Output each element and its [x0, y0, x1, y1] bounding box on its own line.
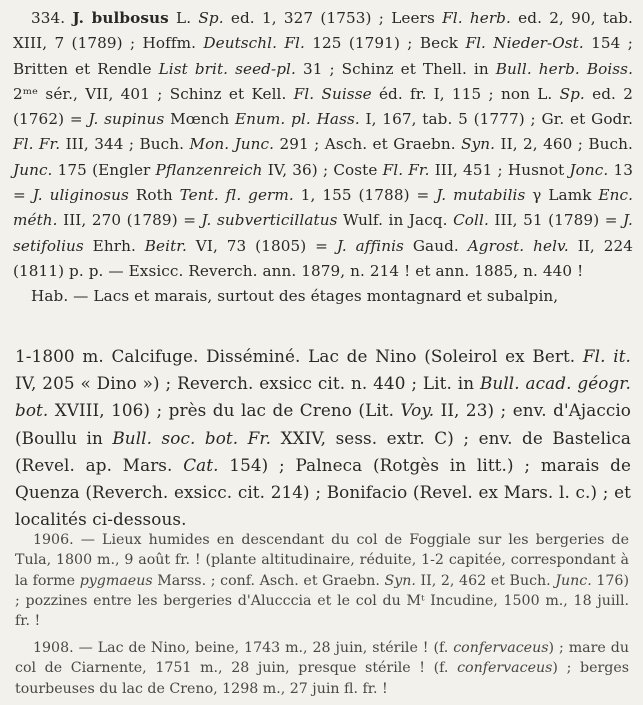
italic-run: Fl. Fr. [13, 135, 61, 154]
italic-run: Pflanzenreich [155, 160, 263, 179]
habitat-intro-text [31, 287, 558, 305]
text-run: L. [168, 9, 199, 27]
italic-run: Enc. méth. [13, 186, 634, 230]
text-run: II, 2, 462 et Buch. [415, 572, 556, 589]
text-run: γ Lamk [525, 186, 599, 205]
italic-run: List brit. seed-pl. [158, 59, 296, 78]
italic-run: Fl. Fr. [382, 160, 430, 179]
text-run: III, 270 (1789) = [57, 211, 202, 230]
text-run: II, 2, 460 ; Buch. [495, 135, 633, 154]
text-run: ed. 2, 90, tab. XIII, 7 (1789) ; Hoffm. [13, 9, 633, 53]
text-run: Marss. ; conf. Asch. et Graebn. [152, 572, 385, 589]
text-run: Wulf. in Jacq. [337, 211, 454, 230]
text-run: 154 ; Britten et Rendle [13, 34, 633, 78]
italic-run: Bull. soc. bot. Fr. [112, 427, 272, 448]
text-run: 176) ; pozzines entre les bergeries d'Alucccia et le col du Mᵗ Incudine, 1500 m., 18 juill. fr. ! [15, 572, 629, 630]
habitat-intro [13, 284, 633, 309]
italic-run: Fl. Suisse [293, 84, 372, 103]
italic-run: Junc. [555, 572, 592, 589]
text-run: 13 = [13, 160, 633, 205]
synonymy-text [13, 9, 633, 280]
habitat-text [15, 343, 631, 533]
italic-run: J. setifolius [13, 211, 633, 255]
italic-run: Cat. [183, 454, 219, 475]
text-run: XXIV, sess. extr. C) ; env. de Bastelica (Revel. ap. Mars. [15, 427, 632, 475]
italic-run: J. mutabilis [436, 186, 526, 205]
italic-run: Mon. Junc. [189, 135, 275, 154]
species-name: J. bulbosus [72, 9, 169, 27]
text-run: 31 ; Schinz et Thell. in [295, 59, 496, 78]
synonymy-paragraph [13, 6, 633, 284]
italic-run: J. uliginosus [32, 186, 129, 205]
text-run: 154) ; Palneca (Rotgès in litt.) ; marais de Quenza (Reverch. exsicc. cit. 214) ; Bonifacio (Revel. ex Mars. l. c.) ; et localités ci-dessous. [15, 454, 631, 530]
italic-run: pygmaeus [79, 572, 153, 589]
italic-run: J. supinus [88, 110, 165, 129]
text-run: III, 51 (1789) = [488, 211, 624, 230]
text-run: ed. 2 (1762) = [13, 84, 633, 129]
text-run: Roth [128, 186, 180, 205]
species-entry [13, 6, 633, 310]
text-run: Ehrh. [83, 236, 145, 255]
observation-1906-text [15, 530, 629, 631]
italic-run: J. subverticillatus [201, 211, 338, 230]
italic-run: J. affinis [336, 236, 404, 255]
italic-run: Fl. Nieder-Ost. [465, 34, 584, 53]
italic-run: Voy. [400, 400, 435, 421]
text-run: III, 344 ; Buch. [60, 135, 190, 154]
italic-run: confervaceus [457, 660, 553, 677]
italic-run: Tent. fl. germ. [179, 186, 294, 205]
observation-1906 [15, 530, 629, 631]
italic-run: Jonc. [569, 160, 609, 179]
italic-run: Coll. [453, 211, 489, 230]
text-run: éd. fr. I, 115 ; non L. [371, 84, 560, 103]
text-run: IV, 36) ; Coste [262, 160, 383, 179]
italic-run: Agrost. helv. [467, 236, 569, 255]
italic-run: Bull. herb. Boiss. [495, 59, 633, 78]
observation-1908 [15, 638, 629, 699]
entry-number: 334. [31, 9, 66, 27]
text-run: Gaud. [403, 236, 468, 255]
text-run: 125 (1791) ; Beck [304, 34, 466, 53]
text-run: IV, 205 « Dino ») ; Reverch. exsicc cit. n. 440 ; Lit. in [15, 373, 480, 394]
text-run: 175 (Engler [52, 160, 156, 179]
text-run: I, 167, tab. 5 (1777) ; Gr. et Godr. [359, 110, 634, 129]
italic-run: Junc. [13, 160, 53, 179]
text-run: 291 ; Asch. et Graebn. [274, 135, 462, 154]
text-run: II, 224 (1811) p. p. — Exsicc. Reverch. ann. 1879, n. 214 ! et ann. 1885, n. 440 ! [13, 236, 634, 280]
text-run: ed. 1, 327 (1753) ; Leers [223, 9, 443, 27]
italic-run: Syn. [461, 135, 496, 154]
italic-run: Sp. [198, 9, 224, 27]
text-run: 2ᵐᵉ sér., VII, 401 ; Schinz et Kell. [13, 84, 294, 103]
text-run: 1-1800 m. Calcifuge. Disséminé. Lac de Nino (Soleirol ex Bert. [15, 346, 583, 366]
text-run: ) ; berges tourbeuses du lac de Creno, 1298 m., 27 juin fl. fr. ! [15, 660, 630, 697]
italic-run: Bull. acad. géogr. bot. [15, 373, 631, 421]
text-run: 1908. — Lac de Nino, beine, 1743 m., 28 juin, stérile ! (f. [33, 640, 454, 656]
italic-run: confervaceus [453, 640, 549, 656]
italic-run: Beitr. [144, 236, 187, 255]
text-run: Hab. — Lacs et marais, surtout des étages montagnard et subalpin, [31, 287, 559, 306]
italic-run: Enum. pl. Hass. [234, 110, 360, 129]
italic-run: Fl. it. [582, 346, 631, 366]
italic-run: Syn. [384, 572, 416, 589]
text-run: ) ; mare du col de Ciarnente, 1751 m., 28 juin, presque stérile ! (f. [15, 640, 629, 677]
text-run: 1, 155 (1788) = [293, 186, 437, 205]
text-run: 1906. — Lieux humides en descendant du col de Foggiale sur les bergeries de Tula, 1800 m., 9 août fr. ! (plante altitudinaire, réduite, 1-2 capitée, correspondant à la forme [15, 532, 629, 589]
text-run: XVIII, 106) ; près du lac de Creno (Lit. [48, 400, 401, 421]
habitat-paragraph [15, 343, 631, 533]
italic-run: Sp. [559, 84, 585, 103]
italic-run: Fl. herb. [442, 9, 511, 27]
observation-1908-text [15, 638, 629, 699]
text-run: Mœnch [164, 110, 235, 129]
text-run: II, 23) ; env. d'Ajaccio (Boullu in [15, 400, 631, 448]
text-run: VI, 73 (1805) = [186, 236, 337, 255]
italic-run: Deutschl. Fl. [203, 34, 305, 53]
text-run: III, 451 ; Husnot [429, 160, 570, 179]
